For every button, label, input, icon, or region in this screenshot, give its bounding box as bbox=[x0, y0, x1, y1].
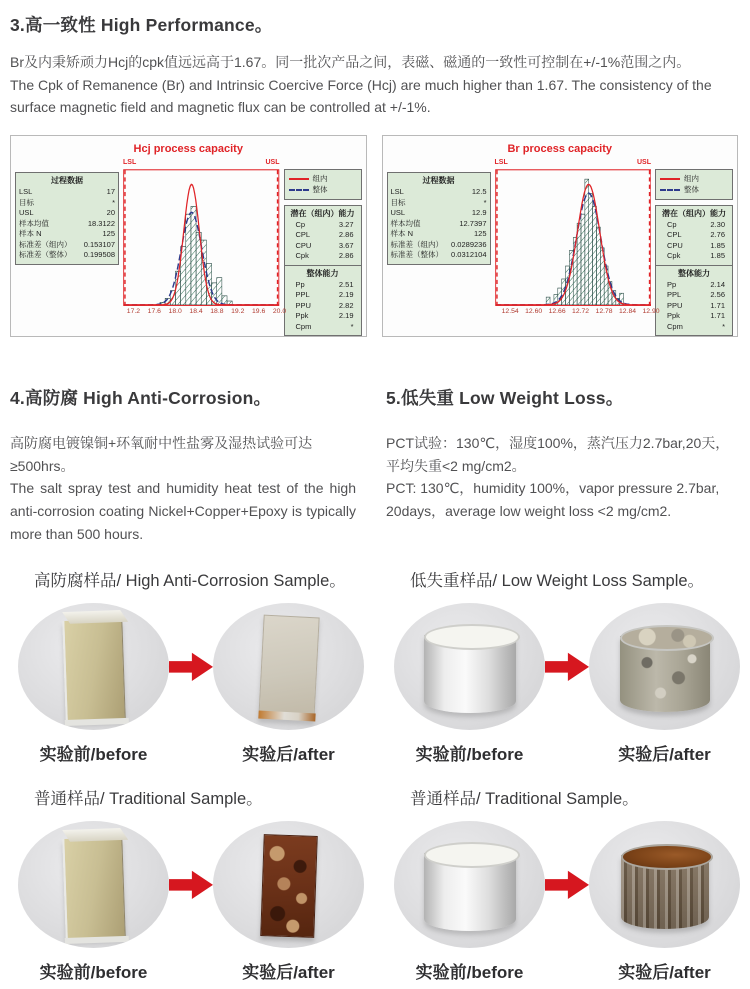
after-photo bbox=[589, 603, 740, 730]
sample-object-before bbox=[424, 635, 516, 713]
x-tick-label: 12.78 bbox=[595, 308, 613, 316]
stat-row: 标准差（组内） 0.0289236 bbox=[390, 239, 487, 249]
x-tick-label: 12.72 bbox=[572, 308, 590, 316]
sample-high-anti-corrosion bbox=[10, 563, 368, 771]
plot-area bbox=[494, 158, 660, 318]
section4 bbox=[10, 381, 378, 545]
before-label: 实验前/before bbox=[39, 963, 148, 983]
stat-row: 标准差（组内） 0.153107 bbox=[19, 239, 115, 249]
sample-object-after bbox=[258, 614, 319, 721]
before-photo bbox=[18, 821, 169, 948]
section5-paragraph-zh: PCT试验：130℃，湿度100%，蒸汽压力2.7bar,20天，平均失重<2 mg/cm2。 bbox=[386, 435, 730, 474]
after-photo bbox=[213, 821, 364, 948]
stat-row: 样本 N 125 bbox=[19, 229, 115, 239]
x-axis-ticks bbox=[123, 308, 287, 318]
before-photo bbox=[394, 821, 545, 948]
sample-object-before bbox=[424, 853, 516, 931]
arrow-right-icon bbox=[545, 869, 589, 901]
stat-row: 目标 * bbox=[390, 197, 487, 207]
before-photo bbox=[18, 603, 169, 730]
process-data-box: 过程数据 LSL 12.5 目标 * USL 12.9 样本均值 12.7397 样本 N 125 标准差（组内） 0.0289236 标准差（整体） 0.0312104 bbox=[387, 172, 491, 265]
after-label: 实验后/after bbox=[242, 745, 335, 765]
legend: 组内 整体 bbox=[284, 169, 362, 200]
before-label: 实验前/before bbox=[415, 745, 524, 765]
x-tick-label: 19.2 bbox=[231, 308, 245, 316]
within-line-swatch bbox=[289, 178, 309, 180]
x-tick-label: 17.6 bbox=[147, 308, 161, 316]
x-axis-ticks bbox=[495, 308, 660, 318]
before-label: 实验前/before bbox=[39, 745, 148, 765]
sample-object-before bbox=[62, 619, 125, 721]
stat-row: Cpm * bbox=[295, 321, 354, 331]
chart-title: Br process capacity bbox=[507, 143, 613, 156]
stat-row: Pp 2.51 bbox=[295, 279, 354, 289]
x-tick-label: 18.4 bbox=[189, 308, 203, 316]
section4-paragraph-zh: 高防腐电镀镍铜+环氧耐中性盐雾及湿热试验可达≥500hrs。 bbox=[10, 435, 313, 474]
overall-capability-box: 整体能力 Pp 2.14 PPL 2.56 PPU 1.71 Ppk 1.71 Cpm * bbox=[655, 265, 733, 337]
stat-row: LSL 17 bbox=[19, 187, 115, 197]
within-capability-box: 潜在（组内）能力 Cp 3.27 CPL 2.86 CPU 3.67 Cpk 2.86 bbox=[284, 205, 362, 266]
sample-object-after bbox=[620, 636, 710, 712]
charts-row bbox=[10, 135, 738, 337]
section3-heading: 3.高一致性 High Performance。 bbox=[10, 15, 273, 35]
plot-area bbox=[123, 158, 287, 318]
stat-row: PPU 2.82 bbox=[295, 300, 354, 310]
stat-row: Pp 2.14 bbox=[667, 279, 725, 289]
br-process-capability-chart bbox=[382, 135, 739, 337]
after-photo bbox=[213, 603, 364, 730]
within-line-swatch bbox=[660, 178, 680, 180]
within-capability-box: 潜在（组内）能力 Cp 2.30 CPL 2.76 CPU 1.85 Cpk 1.85 bbox=[655, 205, 733, 266]
sample-object-after bbox=[621, 855, 709, 929]
after-label: 实验后/after bbox=[242, 963, 335, 983]
stat-row: Ppk 1.71 bbox=[667, 311, 725, 321]
overall-capability-box: 整体能力 Pp 2.51 PPL 2.19 PPU 2.82 Ppk 2.19 Cpm * bbox=[284, 265, 362, 337]
stat-row: Cpk 2.86 bbox=[295, 251, 354, 261]
x-tick-label: 17.2 bbox=[126, 308, 141, 316]
overall-line-swatch bbox=[289, 189, 309, 191]
stat-row: CPL 2.76 bbox=[667, 230, 725, 240]
stat-row: CPL 2.86 bbox=[295, 230, 354, 240]
sample-traditional-cylinder bbox=[386, 781, 744, 989]
stat-row: PPL 2.19 bbox=[295, 290, 354, 300]
sample-heading: 普通样品/ Traditional Sample。 bbox=[34, 790, 263, 809]
sample-traditional-block bbox=[10, 781, 368, 989]
x-tick-label: 19.6 bbox=[252, 308, 266, 316]
after-label: 实验后/after bbox=[618, 963, 711, 983]
histogram-plot bbox=[123, 169, 280, 307]
stat-row: Cpk 1.85 bbox=[667, 251, 725, 261]
stat-row: PPU 1.71 bbox=[667, 300, 725, 310]
stat-row: 样本均值 12.7397 bbox=[390, 218, 487, 228]
stat-row: LSL 12.5 bbox=[390, 187, 487, 197]
section5 bbox=[378, 381, 738, 545]
lsl-label: LSL bbox=[494, 159, 508, 167]
section3-paragraph-en: The Cpk of Remanence (Br) and Intrinsic Coercive Force (Hcj) are much higher than 1.67. The consistency of the surface magnetic field and magnetic flux can be controlled at +/-1%. bbox=[10, 76, 712, 116]
chart-title: Hcj process capacity bbox=[133, 143, 243, 156]
sample-object-after bbox=[260, 834, 318, 938]
section5-paragraph-en: PCT: 130℃，humidity 100%，vapor pressure 2.7bar, 20days，average low weight loss <2 mg/cm2. bbox=[386, 480, 720, 520]
section4-paragraph-en: The salt spray test and humidity heat test of the high anti-corrosion coating Nickel+Copper+Epoxy is typically more than 500 hours. bbox=[10, 480, 356, 542]
stat-row: 标准差（整体） 0.0312104 bbox=[390, 250, 487, 260]
x-tick-label: 12.90 bbox=[642, 308, 660, 316]
stat-row: CPU 1.85 bbox=[667, 240, 725, 250]
stat-row: Cp 2.30 bbox=[667, 219, 725, 229]
stat-row: USL 12.9 bbox=[390, 208, 487, 218]
legend: 组内 整体 bbox=[655, 169, 733, 200]
x-tick-label: 20.0 bbox=[272, 308, 287, 316]
stat-row: 目标 * bbox=[19, 197, 115, 207]
after-label: 实验后/after bbox=[618, 745, 711, 765]
usl-label: USL bbox=[637, 159, 651, 167]
x-tick-label: 12.54 bbox=[501, 308, 519, 316]
sections-4-5 bbox=[10, 381, 738, 545]
before-label: 实验前/before bbox=[415, 963, 524, 983]
samples-grid bbox=[10, 563, 738, 989]
sample-object-before bbox=[62, 837, 125, 939]
section3-paragraph-zh: Br及内秉矫顽力Hcj的cpk值远远高于1.67。同一批次产品之间，表磁、磁通的一致性可控制在+/-1%范围之内。 bbox=[10, 54, 691, 70]
before-photo bbox=[394, 603, 545, 730]
stat-row: CPU 3.67 bbox=[295, 240, 354, 250]
section4-heading: 4.高防腐 High Anti-Corrosion。 bbox=[10, 388, 272, 409]
after-photo bbox=[589, 821, 740, 948]
sample-low-weight-loss bbox=[386, 563, 744, 771]
section5-heading: 5.低失重 Low Weight Loss。 bbox=[386, 388, 624, 409]
x-tick-label: 12.84 bbox=[619, 308, 637, 316]
stat-row: 样本均值 18.3122 bbox=[19, 218, 115, 228]
lsl-label: LSL bbox=[123, 159, 137, 167]
sample-heading: 高防腐样品/ High Anti-Corrosion Sample。 bbox=[34, 572, 346, 591]
histogram-plot bbox=[495, 169, 652, 307]
x-tick-label: 12.66 bbox=[548, 308, 566, 316]
x-tick-label: 18.0 bbox=[168, 308, 182, 316]
sample-heading: 低失重样品/ Low Weight Loss Sample。 bbox=[410, 572, 705, 591]
stat-row: Ppk 2.19 bbox=[295, 311, 354, 321]
process-data-box: 过程数据 LSL 17 目标 * USL 20 样本均值 18.3122 样本 N 125 标准差（组内） 0.153107 标准差（整体） 0.199508 bbox=[15, 172, 119, 265]
x-tick-label: 18.8 bbox=[210, 308, 224, 316]
overall-line-swatch bbox=[660, 189, 680, 191]
stat-row: USL 20 bbox=[19, 208, 115, 218]
sample-heading: 普通样品/ Traditional Sample。 bbox=[410, 790, 639, 809]
arrow-right-icon bbox=[545, 651, 589, 683]
usl-label: USL bbox=[265, 159, 280, 167]
stat-row: 样本 N 125 bbox=[390, 229, 487, 239]
x-tick-label: 12.60 bbox=[525, 308, 543, 316]
arrow-right-icon bbox=[169, 869, 213, 901]
stat-row: Cp 3.27 bbox=[295, 219, 354, 229]
stat-row: 标准差（整体） 0.199508 bbox=[19, 250, 115, 260]
stat-row: PPL 2.56 bbox=[667, 290, 725, 300]
hcj-process-capability-chart bbox=[10, 135, 367, 337]
stat-row: Cpm * bbox=[667, 321, 725, 331]
arrow-right-icon bbox=[169, 651, 213, 683]
